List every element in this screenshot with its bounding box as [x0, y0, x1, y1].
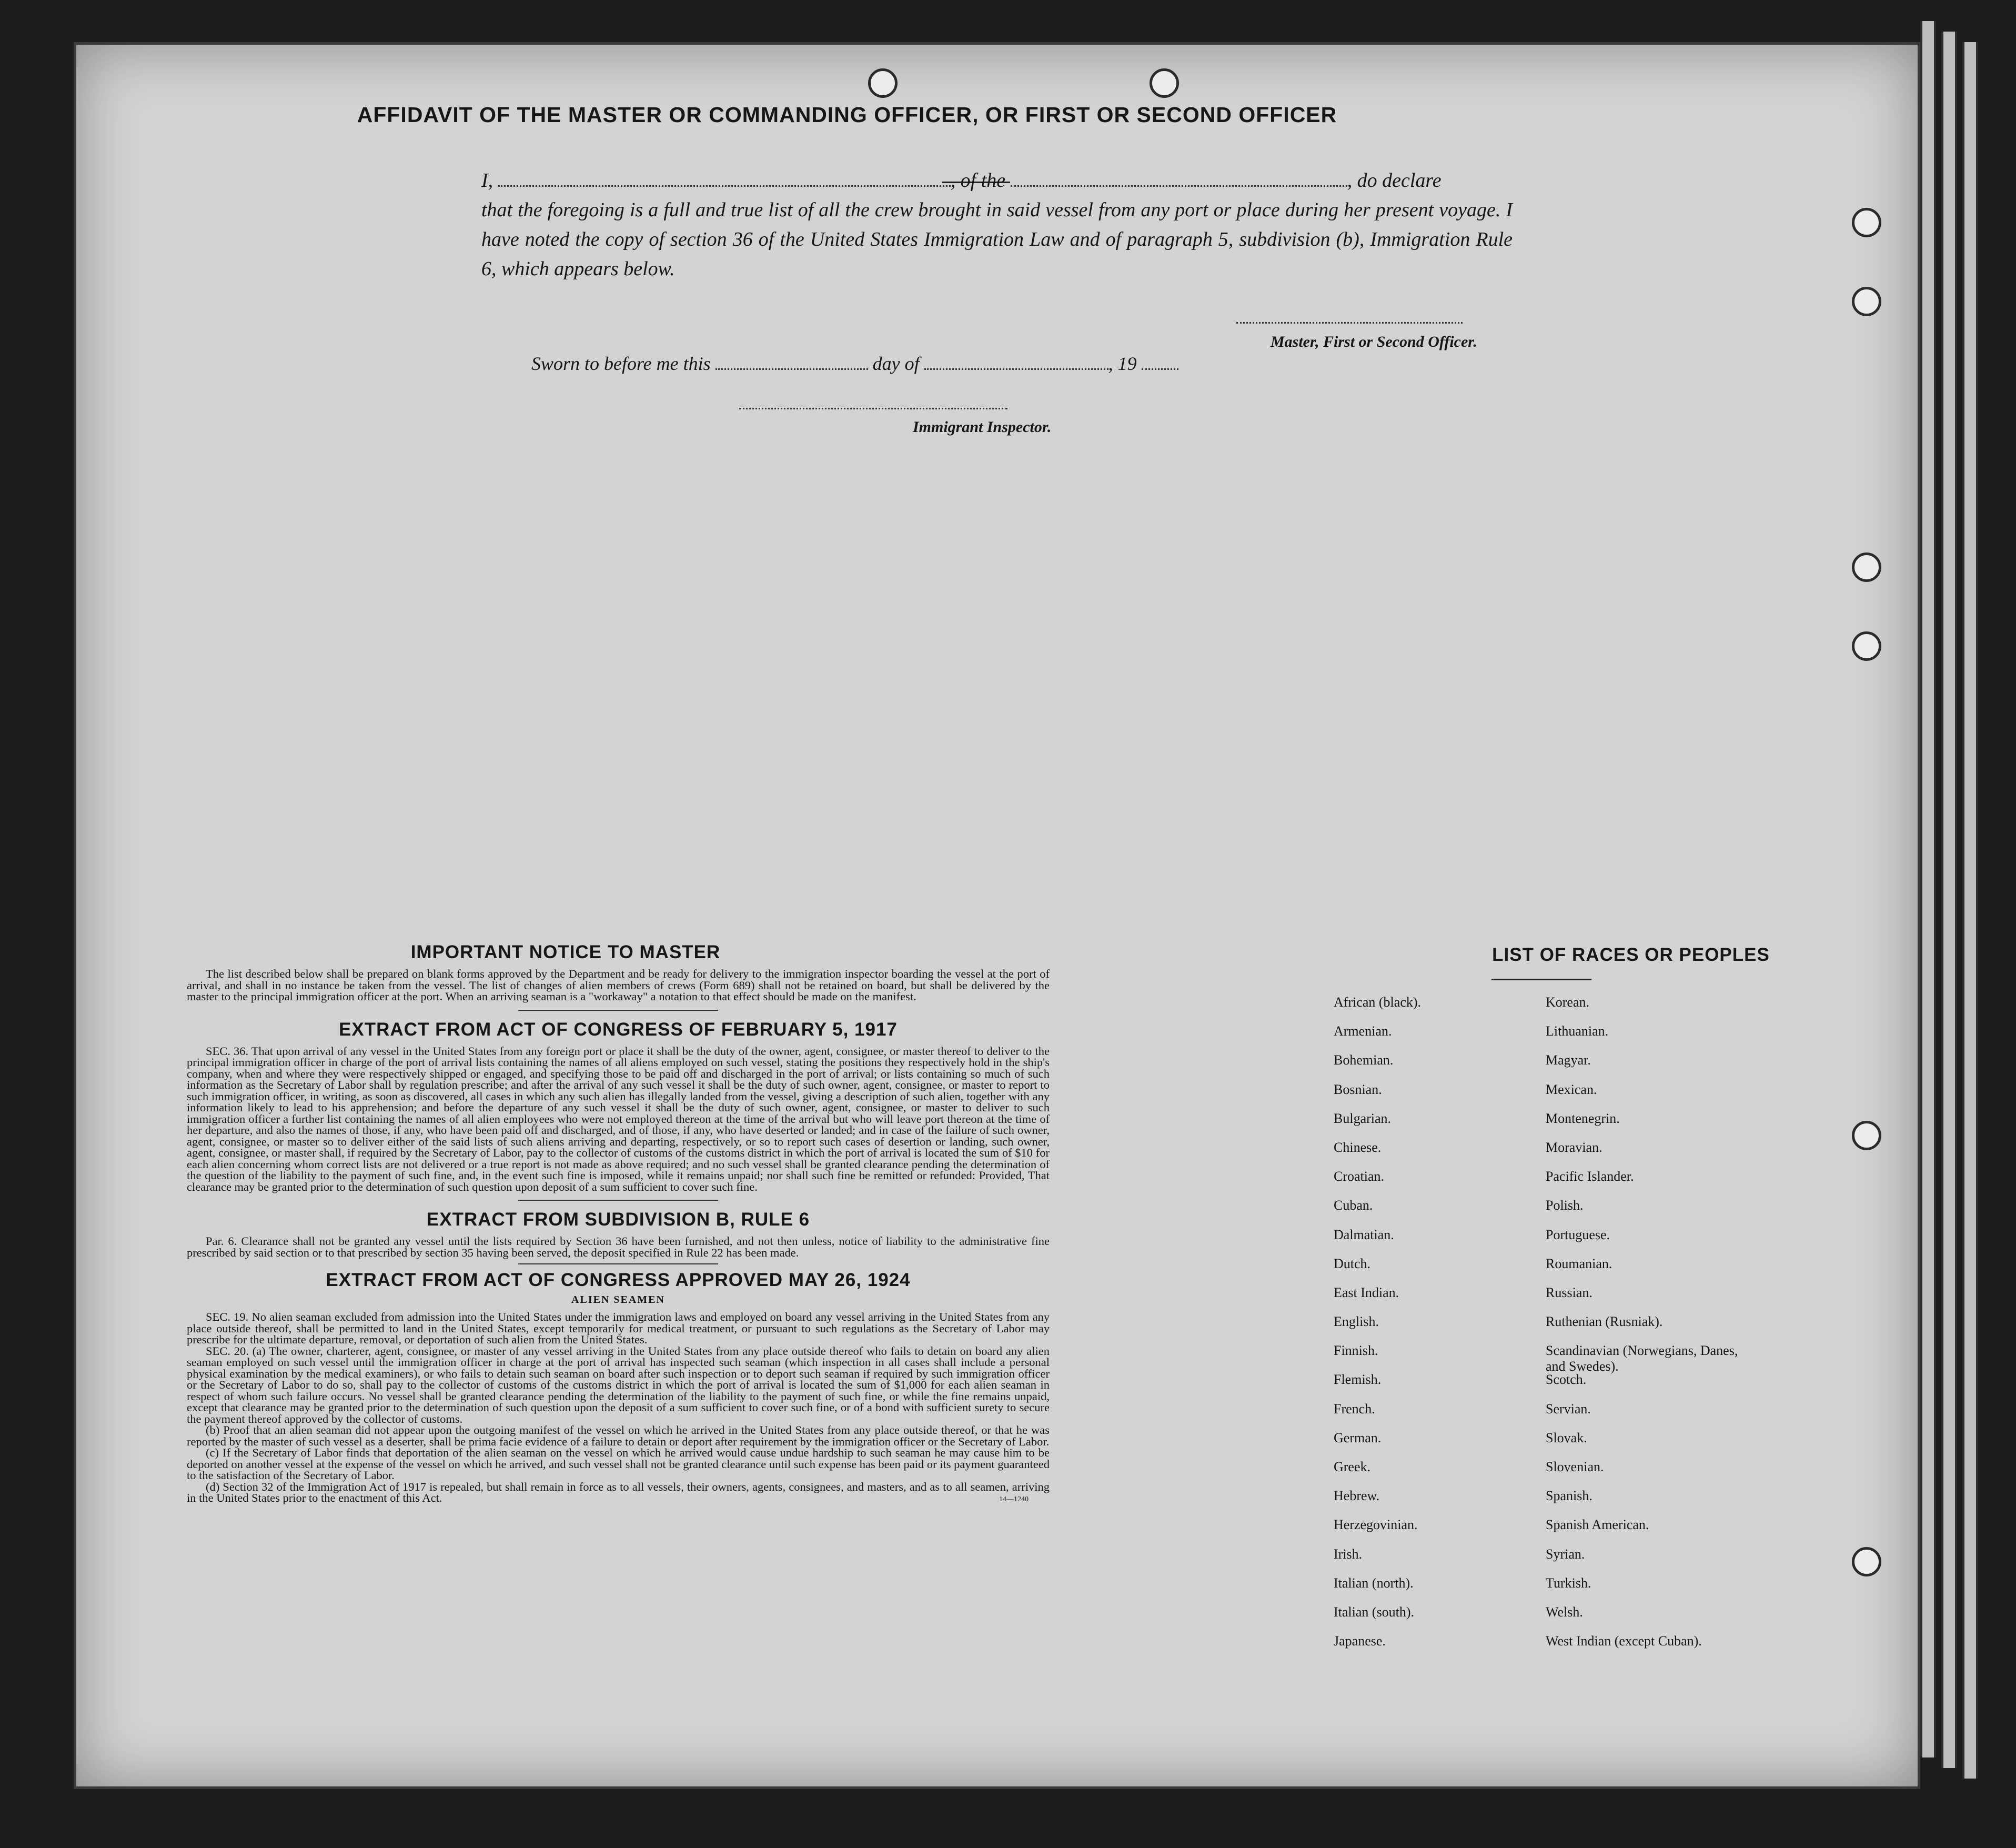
page-edge-stack — [1962, 42, 1978, 1779]
race-item: French. — [1334, 1401, 1375, 1417]
sworn-day-field[interactable] — [715, 353, 868, 370]
notices-column — [187, 942, 1050, 1504]
race-item: Croatian. — [1334, 1169, 1385, 1184]
race-item: Slovak. — [1546, 1430, 1587, 1445]
inspector-signature-field[interactable] — [739, 408, 1007, 409]
binder-hole — [1852, 1547, 1881, 1576]
race-item: Slovenian. — [1546, 1459, 1604, 1474]
race-item: Moravian. — [1546, 1139, 1602, 1155]
race-item: Armenian. — [1334, 1023, 1392, 1039]
punch-hole — [868, 68, 898, 98]
page-edge-stack — [1920, 21, 1936, 1757]
master-signature-field[interactable] — [1236, 322, 1463, 324]
affidavit-title: AFFIDAVIT OF THE MASTER OR COMMANDING OFFICER, OR FIRST OR SECOND OFFICER — [357, 103, 1337, 127]
sec20d-text: (d) Section 32 of the Immigration Act of 1917 is repealed, but shall remain in force as to all vessels, their owners, agents, consignees, and masters, and as to all seamen, arriving in the United States prior to the enactment of this Act. — [187, 1480, 1050, 1504]
binder-hole — [1852, 287, 1881, 316]
extract-1917-text: SEC. 36. That upon arrival of any vessel in the United States from any foreign port or place it shall be the duty of the owner, agent, consignee, or master thereof to deliver to the principal immigration officer in charge of the port of arrival lists containing the names of all aliens employed on such vessel, stating the positions they respectively hold in the ship's company, when and where they were respectively shipped or engaged, and specifying those to be paid off and discharged in the port of arrival; or lists containing so much of such information as the Secretary of Labor shall by regulation prescribe; and after the arrival of any such vessel it shall be the duty of such owner, agent, consignee, or master to report to such immigration officer, in writing, as soon as discovered, all cases in which any such alien has illegally landed from the vessel, giving a description of such alien, together with any information likely to lead to his apprehension; and before the departure of any such vessel it shall be the duty of such owner, agent, consignee, or master to deliver to such immigration officer a further list containing the names of all alien employees who were not employed thereon at the time of the arrival but who will leave port thereon at the time of her departure, and also the names of those, if any, who have been paid off and discharged, and of those, if any, who have deserted or landed; and in case of the failure of such owner, agent, consignee, or master so to deliver either of the said lists of such aliens arriving and departing, respectively, or so to report such cases of desertion or landing, such owner, agent, consignee, or master shall, if required by the Secretary of Labor, pay to the collector of customs of the customs district in which the port of arrival is located the sum of $10 for each alien concerning whom correct lists are not delivered or a true report is not made as above required; and no such vessel shall be granted clearance pending the determination of the question of the liability to the payment of such fine, and, in the event such fine is imposed, while it remains unpaid; nor shall such fine be remitted or refunded: Provided, That clearance may be granted prior to the determination of such question upon deposit of a sum sufficient to cover such fine. — [187, 1044, 1050, 1193]
race-item: Korean. — [1546, 995, 1590, 1010]
races-title: LIST OF RACES OR PEOPLES — [1492, 945, 1770, 965]
year-prefix: , 19 — [1108, 353, 1137, 374]
section-divider — [518, 1010, 718, 1011]
race-item: East Indian. — [1334, 1284, 1399, 1300]
race-item: Mexican. — [1546, 1081, 1597, 1097]
sec20b-text: (b) Proof that an alien seaman did not appear upon the outgoing manifest of the vessel on which he arrived in the United States from any place outside thereof, or that he was reported by the master of such vessel as a deserter, shall be prima facie evidence of a failure to detain or deport after requirement by the immigration officer or the Secretary of Labor. — [187, 1423, 1050, 1448]
section-divider — [518, 1200, 718, 1201]
races-title-divider — [1491, 979, 1591, 980]
binder-hole — [1852, 208, 1881, 237]
race-item: Lithuanian. — [1546, 1023, 1609, 1039]
declarant-name-field[interactable] — [498, 169, 951, 187]
race-item: German. — [1334, 1430, 1382, 1445]
sec19-text: SEC. 19. No alien seaman excluded from admission into the United States under the immigration laws and employed on board any vessel arriving in the United States from any place outside thereof, shall be permitted to land in the United States, except temporarily for medical treatment, or pursuant to such regulations as the Secretary of Labor may prescribe for the ultimate departure, removal, or deportation of such alien from the United States. — [187, 1310, 1050, 1346]
race-item: Syrian. — [1546, 1546, 1585, 1562]
race-item: West Indian (except Cuban). — [1546, 1633, 1702, 1649]
race-item: Herzegovinian. — [1334, 1517, 1418, 1533]
inspector-signature-label: Immigrant Inspector. — [913, 418, 1052, 436]
race-item: Greek. — [1334, 1459, 1371, 1474]
race-item: Spanish. — [1546, 1488, 1592, 1504]
page-edge-stack — [1941, 32, 1957, 1768]
race-item: Scandinavian (Norwegians, Danes, and Swedes). — [1546, 1343, 1738, 1374]
race-item: Magyar. — [1546, 1052, 1591, 1068]
race-item: Finnish. — [1334, 1343, 1378, 1359]
day-of-label: day of — [872, 353, 920, 374]
race-item: Hebrew. — [1334, 1488, 1380, 1504]
extract-1917-title: EXTRACT FROM ACT OF CONGRESS OF FEBRUARY 5, 1917 — [339, 1019, 898, 1040]
declaration-line — [481, 166, 1513, 195]
sworn-prefix: Sworn to before me this — [531, 353, 711, 374]
sworn-month-field[interactable] — [924, 353, 1108, 370]
form-number: 14—1240 — [999, 1495, 1029, 1503]
race-item: Cuban. — [1334, 1198, 1373, 1213]
declarant-prefix: I, — [481, 169, 493, 192]
extract-rule6-title: EXTRACT FROM SUBDIVISION B, RULE 6 — [426, 1209, 810, 1230]
declaration-text: that the foregoing is a full and true list of all the crew brought in said vessel from any port or place during her present voyage. I have noted the copy of section 36 of the United States Immigration Law and of paragraph 5, subdivision (b), Immigration Rule 6, which appears below. — [481, 199, 1513, 280]
race-item: English. — [1334, 1314, 1379, 1330]
race-item: Scotch. — [1546, 1372, 1587, 1388]
affidavit-body — [481, 166, 1513, 284]
do-declare-label: , do declare — [1347, 169, 1442, 192]
vessel-name-field[interactable] — [1011, 169, 1347, 187]
race-item: African (black). — [1334, 995, 1422, 1010]
race-item: Chinese. — [1334, 1139, 1382, 1155]
sworn-year-field[interactable] — [1142, 353, 1178, 370]
race-item: Welsh. — [1546, 1604, 1583, 1620]
race-item: Ruthenian (Rusniak). — [1546, 1314, 1663, 1330]
extract-1924-title: EXTRACT FROM ACT OF CONGRESS APPROVED MAY 26, 1924 — [326, 1270, 911, 1290]
race-item: Bulgarian. — [1334, 1110, 1392, 1126]
races-column-2 — [1546, 995, 1756, 1662]
race-item: Russian. — [1546, 1284, 1592, 1300]
alien-seamen-subtitle: ALIEN SEAMEN — [571, 1294, 665, 1305]
races-column-1 — [1334, 995, 1544, 1662]
sworn-line — [531, 353, 1178, 375]
race-item: Dutch. — [1334, 1256, 1371, 1271]
sec20a-text: SEC. 20. (a) The owner, charterer, agent, consignee, or master of any vessel arriving in the United States from any place outside thereof who fails to detain on board any alien seaman employed on such vessel until the immigration officer in charge at the port of arrival has inspected such seaman (which inspection in all cases shall include a personal physical examination by the medical examiners), or who fails to detain such seaman on board after such inspection or to deport such seaman if required by such immigration officer or the Secretary of Labor to do so, shall pay to the collector of customs of the customs district in which the port of arrival is located the sum of $1,000 for each alien seaman in respect of whom such failure occurs. No vessel shall be granted clearance pending the determination of the liability to the payment of such fine, or while the fine remains unpaid, except that clearance may be granted prior to the determination of such question upon the deposit of a sum sufficient to cover such fine, or of a bond with sufficient surety to secure the payment thereof approved by the collector of customs. — [187, 1344, 1050, 1425]
race-item: Bohemian. — [1334, 1052, 1394, 1068]
binder-hole — [1852, 631, 1881, 661]
notice-title: IMPORTANT NOTICE TO MASTER — [410, 942, 721, 962]
sec20c-text: (c) If the Secretary of Labor finds that deportation of the alien seaman on the vessel on which he arrived would cause undue hardship to such seaman he may cause him to be deported on another vessel at the expense of the vessel on which he arrived, and such vessel shall not be granted clearance until such expense has been paid or its payment guaranteed to the satisfaction of the Secretary of Labor. — [187, 1446, 1050, 1482]
race-item: Spanish American. — [1546, 1517, 1649, 1533]
race-item: Bosnian. — [1334, 1081, 1382, 1097]
race-item: Dalmatian. — [1334, 1227, 1394, 1242]
race-item: Italian (north). — [1334, 1575, 1414, 1591]
race-item: Japanese. — [1334, 1633, 1386, 1649]
race-item: Servian. — [1546, 1401, 1591, 1417]
of-the-label: , of the — [950, 169, 1006, 192]
race-item: Polish. — [1546, 1198, 1584, 1213]
section-divider — [518, 1263, 718, 1264]
binder-hole — [1852, 553, 1881, 582]
punch-hole — [1150, 68, 1179, 98]
race-item: Montenegrin. — [1546, 1110, 1620, 1126]
binder-hole — [1852, 1121, 1881, 1150]
race-item: Portuguese. — [1546, 1227, 1610, 1242]
race-item: Flemish. — [1334, 1372, 1382, 1388]
race-item: Roumanian. — [1546, 1256, 1612, 1271]
race-item: Turkish. — [1546, 1575, 1591, 1591]
race-item: Irish. — [1334, 1546, 1363, 1562]
race-item: Pacific Islander. — [1546, 1169, 1634, 1184]
master-signature-label: Master, First or Second Officer. — [1271, 333, 1477, 350]
extract-rule6-text: Par. 6. Clearance shall not be granted any vessel until the lists required by Section 36 have been furnished, and not then unless, notice of liability to the administrative fine prescribed by said section or to that prescribed by section 35 having been served, the deposit specified in Rule 22 has been made. — [187, 1234, 1050, 1259]
notice-text: The list described below shall be prepared on blank forms approved by the Department and be ready for delivery to the immigration inspector boarding the vessel at the port of arrival, and shall in no instance be taken from the vessel. The list of changes of alien members of crews (Form 689) shall not be retained on board, but shall be delivered by the master to the principal immigration officer at the port. When an arriving seaman is a "workaway" a notation to that effect should be made on the manifest. — [187, 967, 1050, 1003]
race-item: Italian (south). — [1334, 1604, 1415, 1620]
